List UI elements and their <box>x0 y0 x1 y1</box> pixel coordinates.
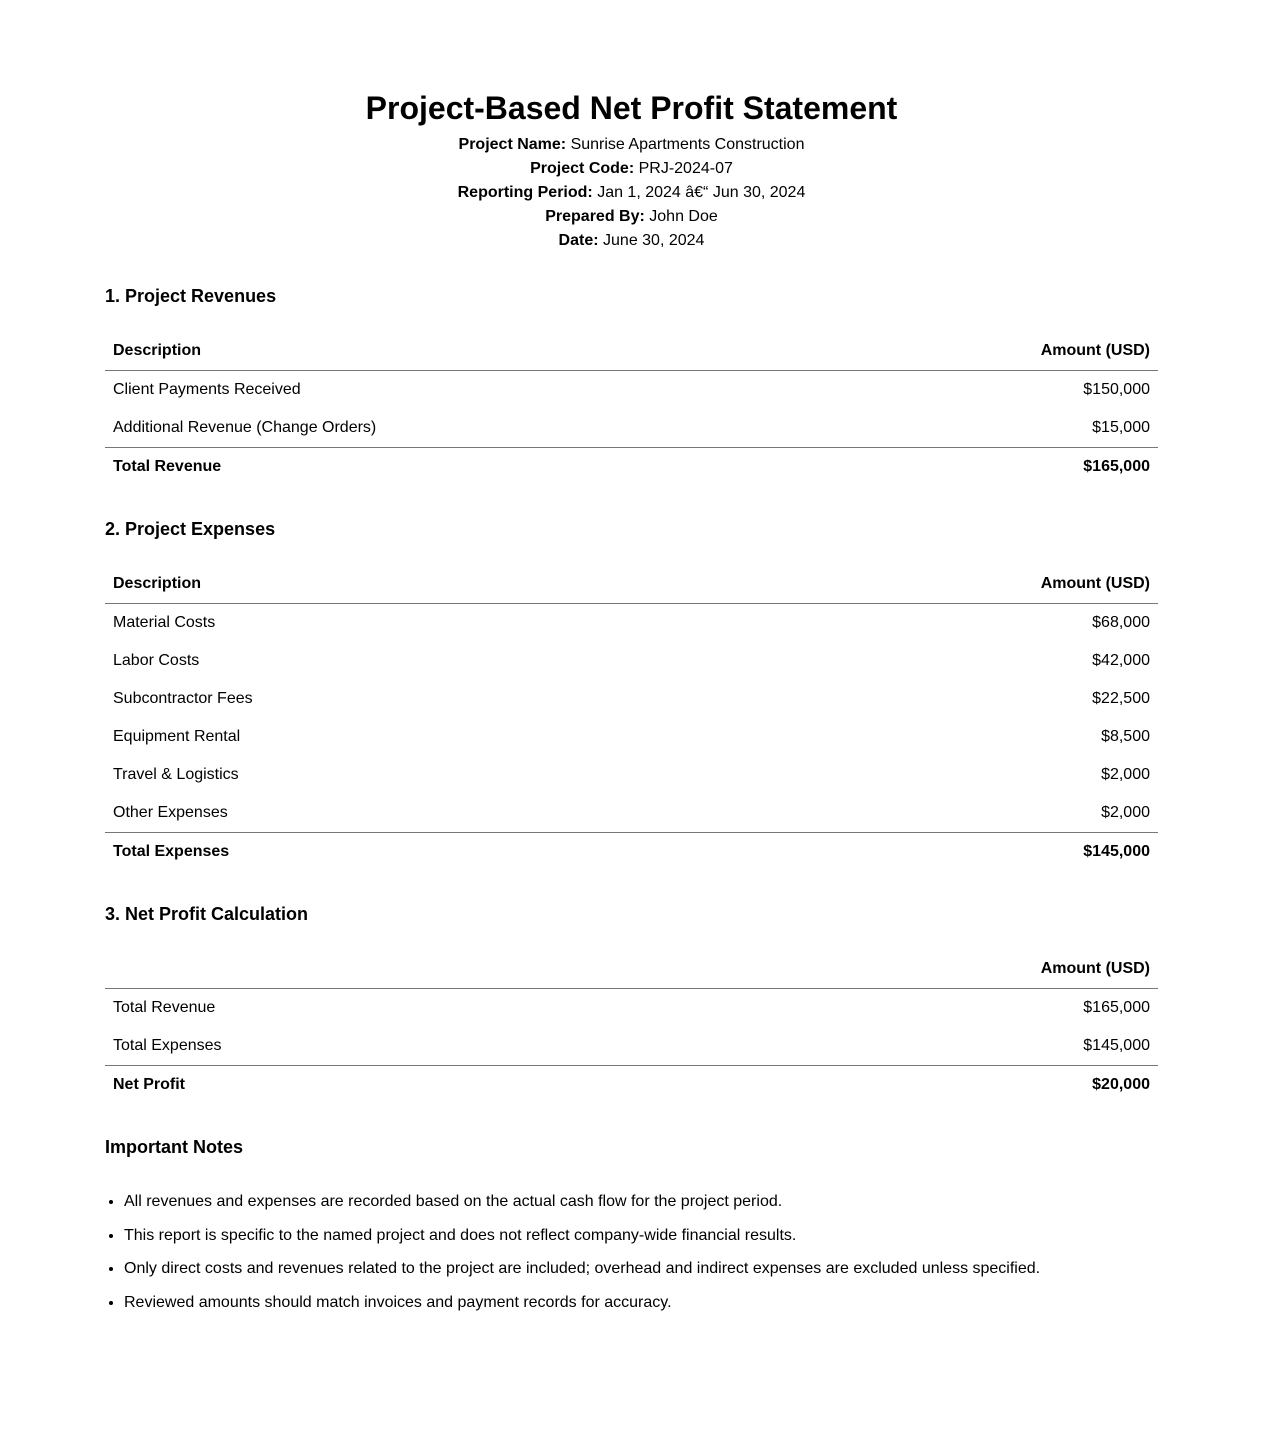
net-profit-section <box>105 902 1158 1104</box>
row-description: Total Revenue <box>113 999 216 1016</box>
row-description: Subcontractor Fees <box>113 690 253 707</box>
meta-value: John Doe <box>649 208 718 225</box>
meta-date <box>0 229 1263 253</box>
column-header-amount: Amount (USD) <box>688 565 1158 604</box>
notes-section <box>105 1135 1158 1312</box>
list-item: • Reviewed amounts should match invoices and payment records for accuracy. <box>124 1294 1158 1312</box>
row-amount: $42,000 <box>1092 652 1150 669</box>
row-description: Client Payments Received <box>113 381 301 398</box>
row-amount: $22,500 <box>1092 690 1150 707</box>
column-header-description: Description <box>105 332 832 371</box>
row-description: Labor Costs <box>113 652 200 669</box>
meta-project-code <box>0 157 1263 181</box>
total-row <box>105 1066 1158 1105</box>
list-item: • All revenues and expenses are recorded based on the actual cash flow for the project period. <box>124 1193 1158 1211</box>
total-amount: $165,000 <box>832 448 1158 487</box>
revenues-table <box>105 332 1158 486</box>
expenses-section <box>105 517 1158 871</box>
row-description: Other Expenses <box>113 804 228 821</box>
total-amount: $20,000 <box>630 1066 1158 1105</box>
row-amount: $68,000 <box>1092 614 1150 631</box>
table-row <box>105 371 1158 410</box>
meta-label: Date: <box>558 232 599 249</box>
total-row <box>105 448 1158 487</box>
document-title: Project-Based Net Profit Statement <box>365 90 898 126</box>
row-amount: $2,000 <box>1101 766 1150 783</box>
section-title: 3. Net Profit Calculation <box>105 904 309 924</box>
table-row <box>105 604 1158 643</box>
notes-title: Important Notes <box>105 1137 244 1157</box>
notes-list <box>105 1193 1158 1312</box>
document-header <box>0 86 1263 253</box>
row-amount: $145,000 <box>1083 1037 1150 1054</box>
net-profit-table <box>105 950 1158 1104</box>
table-header-row <box>105 332 1158 371</box>
meta-value: Sunrise Apartments Construction <box>570 136 805 153</box>
column-header-amount: Amount (USD) <box>630 950 1158 989</box>
expenses-table <box>105 565 1158 871</box>
meta-value: June 30, 2024 <box>603 232 705 249</box>
revenues-section <box>105 284 1158 486</box>
row-description: Material Costs <box>113 614 216 631</box>
meta-label: Reporting Period: <box>457 184 593 201</box>
meta-label: Prepared By: <box>545 208 645 225</box>
meta-prepared-by <box>0 205 1263 229</box>
column-header-description <box>105 950 630 989</box>
list-item: • This report is specific to the named project and does not reflect company-wide financial results. <box>124 1227 1158 1245</box>
total-label: Total Revenue <box>105 448 832 487</box>
document-content <box>105 284 1158 1311</box>
meta-label: Project Code: <box>530 160 635 177</box>
total-amount: $145,000 <box>688 833 1158 872</box>
meta-value: Jan 1, 2024 â€“ Jun 30, 2024 <box>597 184 806 201</box>
table-row <box>105 756 1158 794</box>
row-description: Equipment Rental <box>113 728 241 745</box>
table-row <box>105 989 1158 1028</box>
document-meta <box>0 133 1263 253</box>
table-row <box>105 1027 1158 1066</box>
row-amount: $150,000 <box>1083 381 1150 398</box>
list-item: • Only direct costs and revenues related to the project are included; overhead and indirect expenses are excluded unless specified. <box>124 1260 1158 1278</box>
row-amount: $15,000 <box>1092 419 1150 436</box>
table-row <box>105 409 1158 448</box>
table-header-row <box>105 565 1158 604</box>
meta-project-name <box>0 133 1263 157</box>
meta-label: Project Name: <box>458 136 567 153</box>
table-row <box>105 718 1158 756</box>
column-header-amount: Amount (USD) <box>832 332 1158 371</box>
table-row <box>105 642 1158 680</box>
meta-value: PRJ-2024-07 <box>638 160 733 177</box>
total-row <box>105 833 1158 872</box>
row-amount: $2,000 <box>1101 804 1150 821</box>
row-description: Total Expenses <box>113 1037 222 1054</box>
row-amount: $8,500 <box>1101 728 1150 745</box>
table-header-row <box>105 950 1158 989</box>
total-label: Total Expenses <box>105 833 688 872</box>
row-description: Travel & Logistics <box>113 766 239 783</box>
meta-reporting-period <box>0 181 1263 205</box>
table-row <box>105 794 1158 833</box>
section-title: 2. Project Expenses <box>105 519 276 539</box>
row-amount: $165,000 <box>1083 999 1150 1016</box>
total-label: Net Profit <box>105 1066 630 1105</box>
column-header-description: Description <box>105 565 688 604</box>
row-description: Additional Revenue (Change Orders) <box>113 419 377 436</box>
section-title: 1. Project Revenues <box>105 286 277 306</box>
table-row <box>105 680 1158 718</box>
